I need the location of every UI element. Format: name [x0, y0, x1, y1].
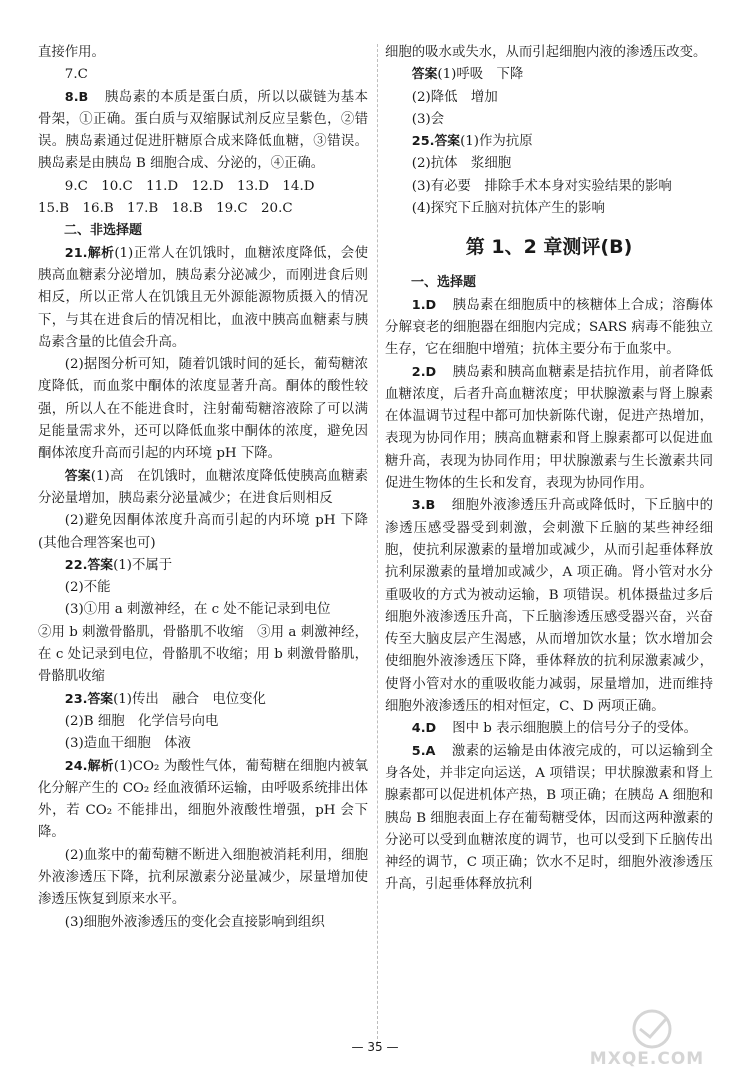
answer-b4: [385, 718, 713, 740]
answer-7: 7.C: [64, 67, 88, 83]
right-column: [385, 42, 713, 897]
answer-15-20: 15.B 16.B 17.B 18.B 19.C 20.C: [38, 201, 293, 217]
question-number: 25.答案: [411, 134, 461, 150]
answer-text: (1)传出 融合 电位变化: [113, 691, 266, 707]
answer-text: (1)正常人在饥饿时，血糖浓度降低，会使胰高血糖素分泌增加，胰岛素分泌减少，而刚进食后则相反，所以正常人在饥饿且无外源能源物质摄入的情况下，与其在进食后的情况相比，血液中胰高血糖素与胰岛素含量的比值会升高。: [38, 245, 368, 350]
question-number: 24.解析: [64, 758, 114, 774]
answer-text: 细胞外液渗透压升高或降低时，下丘脑中的渗透压感受器受到刺激，会刺激下丘脑的某些神经细胞，使抗利尿激素的量增加或减少，从而引起垂体释放抗利尿激素的量增加或减少，A 项正确。肾小管对水分重吸收的方式为被动运输，B 项错误。机体摄盐过多后细胞外液渗透压升高，下丘脑渗透压感受器兴奋，兴奋传至大脑皮层产生渴感，从而增加饮水量；饮水增加会使细胞外液渗透压下降，垂体释放的抗利尿激素减少，使肾小管对水的重吸收能力减弱，尿量增加，进而维持细胞外液渗透压的相对恒定，C、D 两项正确。: [385, 498, 713, 715]
answer-24-key-2: (2)降低 增加: [411, 89, 498, 105]
answer-text: (1)作为抗原: [460, 134, 533, 150]
watermark-logo: [572, 1007, 722, 1069]
answer-line: 细胞的吸水或失水，从而引起细胞内液的渗透压改变。: [385, 45, 707, 60]
answer-9-14: 9.C 10.C 11.D 12.D 13.D 14.D: [64, 178, 315, 194]
question-number: 23.答案: [64, 691, 114, 707]
answer-text: (1)高 在饥饿时，血糖浓度降低使胰高血糖素分泌量增加，胰岛素分泌量减少；在进食后则相反: [38, 468, 369, 506]
answer-24-analysis: [38, 756, 368, 845]
answer-text: 胰岛素的本质是蛋白质，所以以碳链为基本骨架，①正确。蛋白质与双缩脲试剂反应呈紫色，②错误。胰岛素通过促进肝糖原合成来降低血糖，③错误。胰岛素是由胰岛 B 细胞合成、分泌的，④正确。: [38, 89, 368, 172]
question-number: 21.解析: [64, 245, 115, 261]
question-number: 2.D: [411, 364, 437, 380]
answer-21-key-2: (2)避免因酮体浓度升高而引起的内环境 pH 下降(其他合理答案也可): [38, 513, 368, 551]
answer-b5: [385, 741, 713, 897]
answer-24-key-3: (3)会: [411, 111, 445, 127]
answer-line: 直接作用。: [38, 45, 105, 60]
answer-25-4: (4)探究下丘脑对抗体产生的影响: [411, 201, 605, 217]
left-column: [38, 42, 368, 934]
answer-text: 胰岛素在细胞质中的核糖体上合成；溶酶体分解衰老的细胞器在细胞内完成；SARS 病毒不能独立生存，它在细胞中增殖；抗体主要分布于血浆中。: [385, 297, 713, 358]
answer-b3: [385, 495, 713, 718]
section-heading: 一、选择题: [411, 275, 477, 291]
answer-22-2: (2)不能: [64, 580, 111, 596]
page-number-value: 35: [367, 1040, 383, 1054]
answer-22-3b: ②用 b 刺激骨骼肌，骨骼肌不收缩 ③用 a 刺激神经，在 c 处记录到电位，骨骼肌不收缩；用 b 刺激骨骼肌，骨骼肌收缩: [38, 624, 368, 685]
page-number: — 35 —: [351, 1040, 399, 1054]
answer-text: (1)不属于: [113, 557, 173, 573]
question-number: 22.答案: [64, 557, 114, 573]
question-number: 3.B: [411, 498, 436, 514]
answer-text: (1)呼吸 下降: [437, 67, 524, 83]
chapter-heading: 第 1、2 章测评(B): [465, 236, 633, 259]
question-number: 8.B: [64, 89, 89, 105]
answer-8: [38, 87, 368, 176]
answer-text: 图中 b 表示细胞膜上的信号分子的受体。: [452, 721, 697, 737]
question-number: 1.D: [411, 297, 437, 313]
answer-21-analysis-2: (2)据图分析可知，随着饥饿时间的延长，葡萄糖浓度降低，而血浆中酮体的浓度显著升高。酮体的酸性较强，所以人在不能进食时，注射葡萄糖溶液除了可以满足能量需求外，还可以降低血浆中酮体的浓度，避免因酮体浓度升高而引起的内环境 pH 下降。: [38, 357, 368, 462]
answer-24-key: [385, 64, 713, 86]
answer-text: 激素的运输是由体液完成的，可以运输到全身各处，并非定向运送，A 项错误；甲状腺激素和肾上腺素都可以促进机体产热，B 项正确；在胰岛 A 细胞和胰岛 B 细胞表面上存在葡萄糖受体，因而这两种激素的分泌可以受到血糖浓度的调节，也可以受到下丘脑传出神经的调节，C 项正确；饮水不足时，细胞外液渗透压升高，引起垂体释放抗利: [385, 743, 713, 893]
question-number: 5.A: [411, 743, 436, 759]
answer-21-analysis: [38, 243, 368, 354]
answer-label: 答案: [64, 468, 91, 484]
watermark-text: MXQE.COM: [589, 1049, 705, 1069]
answer-25-key: [385, 131, 713, 153]
answer-23-2: (2)B 细胞 化学信号向电: [64, 713, 219, 729]
answer-24-analysis-3: (3)细胞外液渗透压的变化会直接影响到组织: [64, 914, 325, 930]
answer-22-key: [38, 555, 368, 577]
answer-b1: [385, 295, 713, 362]
answer-label: 答案: [411, 67, 438, 83]
answer-text: 胰岛素和胰高血糖素是拮抗作用，前者降低血糖浓度，后者升高血糖浓度；甲状腺激素与肾上腺素在体温调节过程中都可加快新陈代谢，促进产热增加，表现为协同作用；胰高血糖素和肾上腺素都可以促进血糖升高，表现为协同作用；甲状腺激素与生长激素共同促进生物体的生长和发育，表现为协同作用。: [385, 364, 713, 492]
answer-25-2: (2)抗体 浆细胞: [411, 156, 512, 172]
question-number: 4.D: [411, 721, 437, 737]
section-heading: 二、非选择题: [64, 223, 143, 239]
answer-23-key: [38, 689, 368, 711]
answer-24-analysis-2: (2)血浆中的葡萄糖不断进入细胞被消耗利用，细胞外液渗透压下降，抗利尿激素分泌量减少，尿量增加使渗透压恢复到原来水平。: [38, 847, 368, 908]
answer-25-3: (3)有必要 排除手术本身对实验结果的影响: [411, 178, 672, 194]
answer-21-key: [38, 466, 368, 511]
answer-b2: [385, 362, 713, 496]
column-divider: [377, 44, 378, 1044]
answer-text: (1)CO₂ 为酸性气体，葡萄糖在细胞内被氧化分解产生的 CO₂ 经血液循环运输，由呼吸系统排出体外，若 CO₂ 不能排出，细胞外液酸性增强，pH 会下降。: [38, 758, 368, 841]
answer-23-3: (3)造血干细胞 体液: [64, 736, 191, 752]
answer-22-3: (3)①用 a 刺激神经，在 c 处不能记录到电位: [64, 602, 331, 618]
